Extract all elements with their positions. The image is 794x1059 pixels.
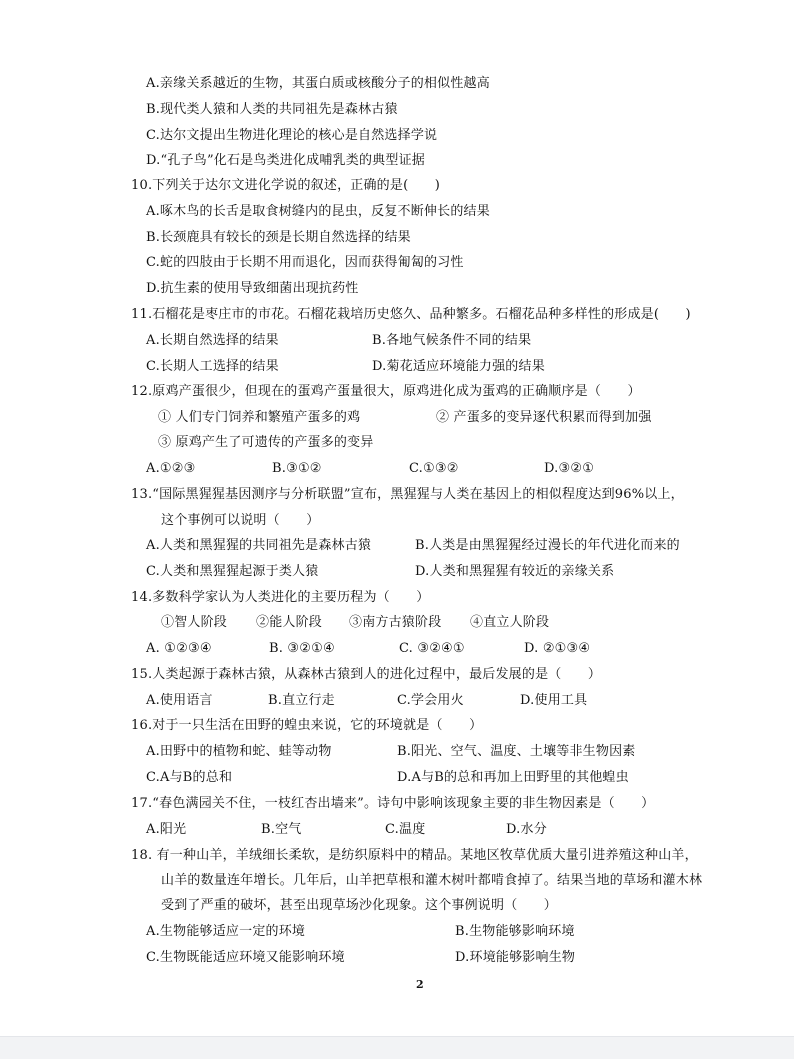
text-line-q12d: D.③②① [544,461,595,476]
text-line-q18b: B.生物能够影响环境 [455,924,575,939]
text-line-q13b: B.人类是由黑猩猩经过漫长的年代进化而来的 [415,538,680,553]
text-line-q16: 16.对于一只生活在田野的蝗虫来说，它的环境就是（ ） [131,718,483,733]
text-line-q18c: C.生物既能适应环境又能影响环境 [146,950,345,965]
text-line-q18a: A.生物能够适应一定的环境 [146,924,306,939]
text-line-q16d: D.A与B的总和再加上田野里的其他蝗虫 [397,770,629,785]
text-line-q11b: B.各地气候条件不同的结果 [372,333,532,348]
text-line-q18: 18. 有一种山羊，羊绒细长柔软，是纺织原料中的精品。某地区牧草优质大量引进养殖这种山羊， [131,848,698,863]
page-number: 2 [416,978,424,991]
text-line-q14a: A. ①②③④ [146,641,212,656]
text-line-q13a: A.人类和黑猩猩的共同祖先是森林古猿 [146,538,372,553]
text-line-q14s3: ③南方古猿阶段 [349,615,442,630]
text-line-q17c: C.温度 [385,822,426,837]
text-line-q13c: C.人类和黑猩猩起源于类人猿 [146,564,319,579]
text-line-q16c: C.A与B的总和 [146,770,233,785]
text-line-q9b: B.现代类人猿和人类的共同祖先是森林古猿 [146,102,398,117]
text-line-q12: 12.原鸡产蛋很少，但现在的蛋鸡产蛋量很大，原鸡进化成为蛋鸡的正确顺序是（ ） [131,384,641,399]
text-line-q11a: A.长期自然选择的结果 [146,333,279,348]
text-line-q18d: D.环境能够影响生物 [455,950,576,965]
text-line-q12s2: ② 产蛋多的变异逐代积累而得到加强 [436,410,652,425]
text-line-q16b: B.阳光、空气、温度、土壤等非生物因素 [397,744,636,759]
text-line-q15b: B.直立行走 [268,693,335,708]
text-line-q12s1: ① 人们专门饲养和繁殖产蛋多的鸡 [158,410,361,425]
text-line-q14s1: ①智人阶段 [161,615,228,630]
text-line-q14s4: ④直立人阶段 [470,615,550,630]
text-line-q10: 10.下列关于达尔文进化学说的叙述，正确的是( ) [131,178,441,193]
text-line-q15c: C.学会用火 [397,693,464,708]
viewer-bottom-band [0,1036,794,1059]
text-line-q13: 13.“国际黑猩猩基因测序与分析联盟”宣布，黑猩猩与人类在基因上的相似程度达到96%以上， [131,487,684,502]
text-line-q18l2: 山羊的数量连年增长。几年后，山羊把草根和灌木树叶都啃食掉了。结果当地的草场和灌木林 [161,873,703,888]
text-line-q18l3: 受到了严重的破坏，甚至出现草场沙化现象。这个事例说明（ ） [161,898,558,913]
text-line-q14c: C. ③②④① [399,641,465,656]
text-line-q14s2: ②能人阶段 [256,615,323,630]
text-line-q12a: A.①②③ [146,461,196,476]
text-line-q10c: C.蛇的四肢由于长期不用而退化，因而获得匍匐的习性 [146,255,464,270]
text-line-q15: 15.人类起源于森林古猿，从森林古猿到人的进化过程中，最后发展的是（ ） [131,667,602,682]
text-line-q11: 11.石榴花是枣庄市的市花。石榴花栽培历史悠久、品种繁多。石榴花品种多样性的形成是( ) [131,307,691,322]
text-line-q15a: A.使用语言 [146,693,213,708]
text-line-q17b: B.空气 [261,822,302,837]
text-line-q9c: C.达尔文提出生物进化理论的核心是自然选择学说 [146,128,438,143]
text-line-q12b: B.③①② [272,461,322,476]
text-line-q16a: A.田野中的植物和蛇、蛙等动物 [146,744,332,759]
text-line-q12s3: ③ 原鸡产生了可遗传的产蛋多的变异 [158,435,374,450]
text-line-q15d: D.使用工具 [520,693,588,708]
text-line-q10d: D.抗生素的使用导致细菌出现抗药性 [146,281,359,296]
text-line-q10a: A.啄木鸟的长舌是取食树缝内的昆虫，反复不断伸长的结果 [146,204,490,219]
text-line-q10b: B.长颈鹿具有较长的颈是长期自然选择的结果 [146,230,411,245]
text-line-q13d: D.人类和黑猩猩有较近的亲缘关系 [415,564,615,579]
text-line-q9d: D.“孔子鸟”化石是鸟类进化成哺乳类的典型证据 [146,153,425,168]
text-line-q17d: D.水分 [506,822,547,837]
text-line-q14d: D. ②①③④ [524,641,591,656]
text-line-q12c: C.①③② [409,461,459,476]
text-line-q9a: A.亲缘关系越近的生物，其蛋白质或核酸分子的相似性越高 [146,76,490,91]
text-line-q11d: D.菊花适应环境能力强的结果 [372,359,545,374]
text-line-q17a: A.阳光 [146,822,187,837]
text-line-q14: 14.多数科学家认为人类进化的主要历程为（ ） [131,590,430,605]
text-line-q13b2: 这个事例可以说明（ ） [161,513,320,528]
text-line-q17: 17.“春色满园关不住，一枝红杏出墙来”。诗句中影响该现象主要的非生物因素是（ ） [131,796,655,811]
text-line-q11c: C.长期人工选择的结果 [146,359,279,374]
text-line-q14b: B. ③②①④ [269,641,335,656]
